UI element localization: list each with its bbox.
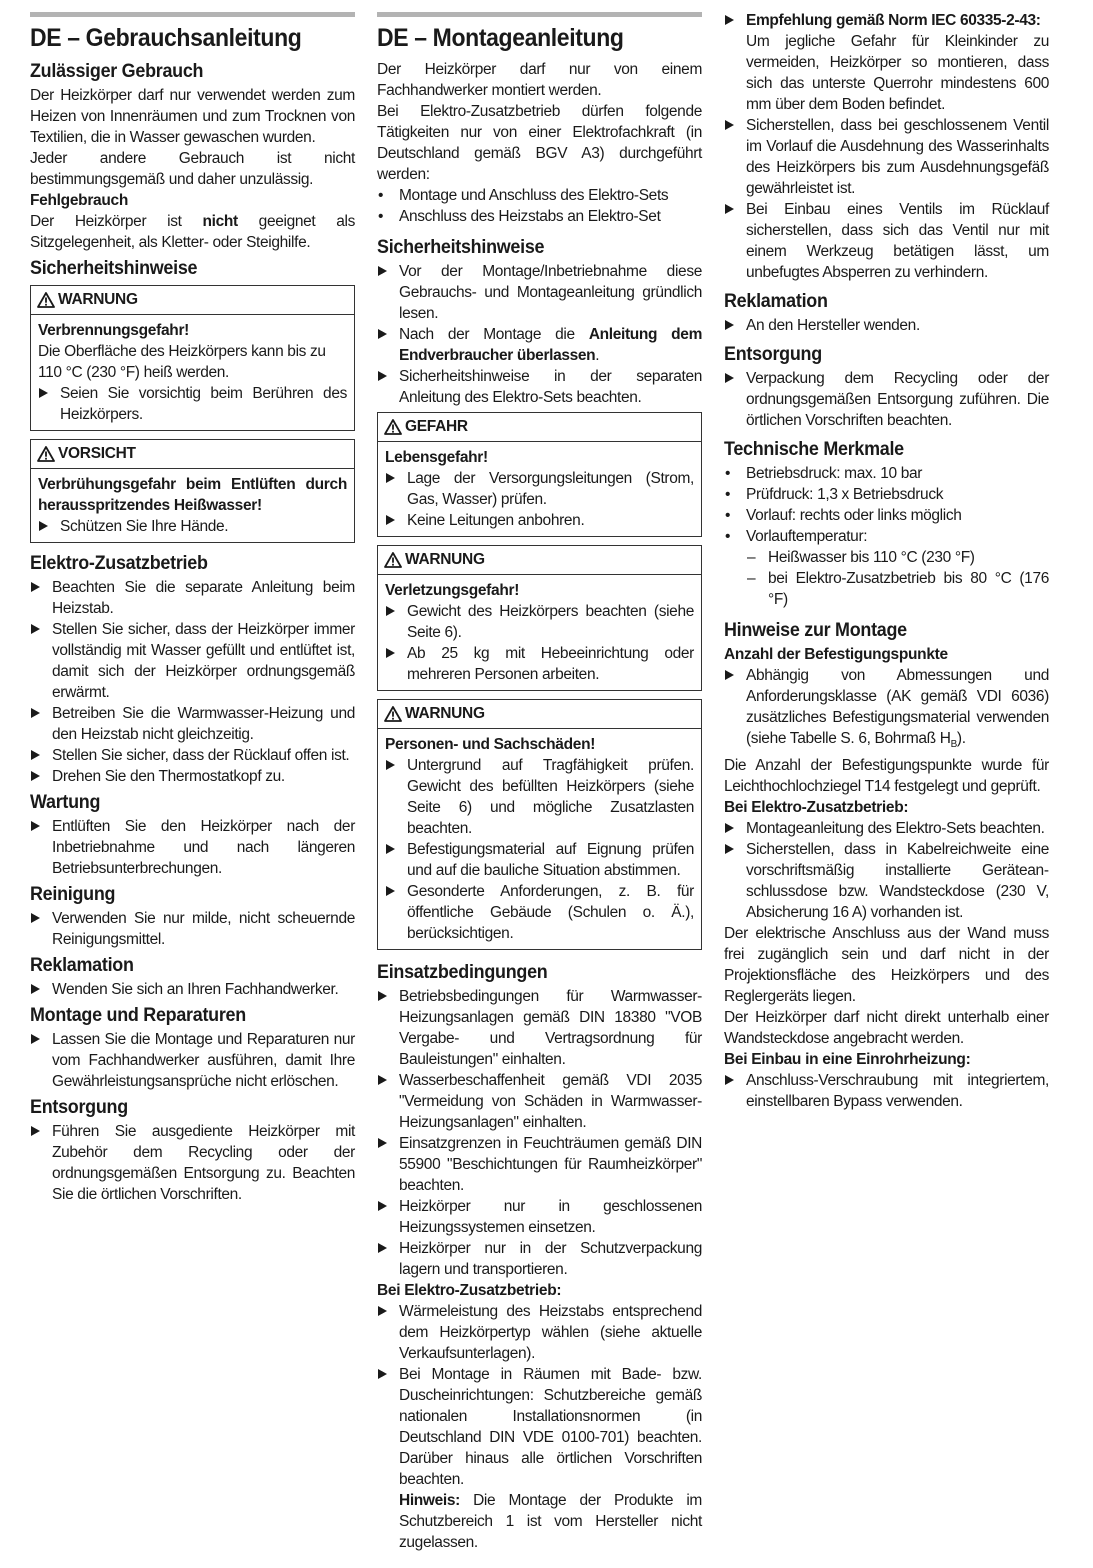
text: Nach der Montage die <box>399 326 589 343</box>
list-item: Gewicht des Heizkörpers beachten (siehe Seite 6). <box>385 601 694 643</box>
hazard-title: Verbrennungsgefahr! <box>38 322 190 339</box>
heading-complaint: Reklamation <box>724 290 828 312</box>
list-item: – Heißwasser bis 110 °C (230 °F) <box>746 547 1049 568</box>
list-item: Stellen Sie sicher, dass der Rücklauf offen ist. <box>30 745 355 766</box>
list-item: Heizkörper nur in der Schutzverpackung lagern und transportieren. <box>377 1238 702 1280</box>
list-item: Befestigungsmaterial auf Eignung prüfen und auf die bauliche Situation abstimmen. <box>385 839 694 881</box>
danger-box-body <box>378 442 701 536</box>
caution-box-header <box>31 440 354 469</box>
list-item: • Montage und Anschluss des Elektro-Sets <box>377 185 702 206</box>
text: Abhängig von Abmessungen und Anforderungsklasse (AK gemäß VDI 6036) zusätzliches Befestigungsmaterial verwenden (siehe Tabelle S. 6, Bohrmaß H <box>746 667 1049 747</box>
warning-triangle-icon <box>384 419 402 435</box>
hazard-title: Verbrühungsgefahr beim Entlüften durch herausspritzendes Heißwasser! <box>38 476 347 514</box>
list-item: Sicherstellen, dass bei geschlossenem Ventil im Vorlauf die Ausdehnung des Wasserinhalts des Heizkörpers bis zum Ausdehnungsgefäß gewährleistet ist. <box>724 115 1049 199</box>
list-item: Verwenden Sie nur milde, nicht scheuernde Reinigungsmittel. <box>30 908 355 950</box>
heading-mounting-notes: Hinweise zur Montage <box>724 619 907 641</box>
column-usage-instructions <box>30 0 355 1205</box>
list-item: Wenden Sie sich an Ihren Fachhandwerker. <box>30 979 355 1000</box>
paragraph: Jeder andere Gebrauch ist nicht bestimmungsgemäß und daher unzulässig. <box>30 150 355 188</box>
heading-complaint: Reklamation <box>30 954 134 976</box>
list-item: • Betriebsdruck: max. 10 bar <box>724 463 1049 484</box>
text-bold: Anleitung dem Endverbraucher überlassen <box>399 326 703 364</box>
heading-disposal: Entsorgung <box>30 1096 128 1118</box>
list-item: Sicherheitshinweise in der separaten Anleitung des Elektro-Sets beachten. <box>377 366 702 408</box>
heading-cleaning: Reinigung <box>30 883 116 905</box>
danger-box <box>377 412 702 537</box>
list-item: • Vorlauftemperatur: <box>724 526 1049 547</box>
warning-label: WARNUNG <box>405 551 485 568</box>
list-item: Führen Sie ausgediente Heizkörper mit Zubehör dem Recycling oder der ordnungsgemäßen Entsorgung zu. Beachten Sie die örtlichen Vorschriften. <box>30 1121 355 1205</box>
heading-safety: Sicherheitshinweise <box>377 236 545 258</box>
list-item: Lassen Sie die Montage und Reparaturen nur vom Fachhandwerker ausführen, damit Ihre Gewährleistungsansprüche nicht erlöschen. <box>30 1029 355 1092</box>
heading-conditions: Einsatzbedingungen <box>377 961 548 983</box>
warning-box-header <box>378 546 701 575</box>
warning-box <box>377 545 702 691</box>
page-title-usage: DE – Gebrauchsanleitung <box>30 24 302 52</box>
list-item: Untergrund auf Tragfähigkeit prüfen. Gewicht des befüllten Heizkörpers (siehe Seite 6) und mögliche Zusatzlasten beachten. <box>385 755 694 839</box>
list-item: • Vorlauf: rechts oder links möglich <box>724 505 1049 526</box>
text: geeignet als Sitzgelegenheit, als Kletter- oder Steighilfe. <box>30 213 355 251</box>
list-item: – bei Elektro-Zusatzbetrieb bis 80 °C (176 °F) <box>746 568 1049 610</box>
list-item: Einsatzgrenzen in Feuchträumen gemäß DIN 55900 "Beschichtungen für Raumheizkörper" beachten. <box>377 1133 702 1196</box>
text: Bei Montage in Räumen mit Bade- bzw. Duscheinrichtungen: Schutzbereiche gemäß nationalen Installationsnormen (in Deutschland DIN VDE 0100-701) beachten. Darüber hinaus alle örtlichen Vorschriften beachten. <box>399 1366 702 1488</box>
warning-box <box>30 285 355 431</box>
list-item: Sicherstellen, dass in Kabelreichweite eine vorschriftsmäßig installierte Geräteanschlussdose bzw. Wandsteckdose (230 V, Absicherung 16 A) vorhanden ist. <box>724 839 1049 923</box>
warning-box-body <box>31 315 354 430</box>
list-item: Entlüften Sie den Heizkörper nach der Inbetriebnahme und nach längeren Betriebsunterbrechungen. <box>30 816 355 879</box>
paragraph: Der Heizkörper darf nicht direkt unterhalb einer Wandsteckdose angebracht werden. <box>724 1009 1049 1048</box>
page-title-installation: DE – Montageanleitung <box>377 24 624 52</box>
list-item <box>377 1364 702 1553</box>
list-item: Montageanleitung des Elektro-Sets beachten. <box>724 818 1049 839</box>
text: . <box>595 347 600 364</box>
text-bold: Empfehlung gemäß Norm IEC 60335-2-43: <box>746 12 1041 29</box>
warning-box-header <box>31 286 354 315</box>
list-item: • Anschluss des Heizstabs an Elektro-Set <box>377 206 702 227</box>
list-item: Betriebsbedingungen für Warmwasser-Heizungsanlagen gemäß DIN 18380 "VOB Vergabe- und Vertragsordnung für Bauleistungen" einhalten. <box>377 986 702 1070</box>
list-item: Wärmeleistung des Heizstabs entsprechend dem Heizkörpertyp wählen (siehe aktuelle Verkaufsunterlagen). <box>377 1301 702 1364</box>
column-top-bar <box>377 12 702 17</box>
list-item: Beachten Sie die separate Anleitung beim Heizstab. <box>30 577 355 619</box>
warning-box-body <box>378 575 701 690</box>
list-item <box>377 324 702 366</box>
caution-label: VORSICHT <box>58 445 136 462</box>
warning-box-header <box>378 700 701 729</box>
text: Die Montage der Produkte im Schutzbereich 1 ist vom Hersteller nicht zugelassen. <box>399 1492 702 1551</box>
paragraph: Die Anzahl der Befestigungspunkte wurde für Leichthochlochziegel T14 festgelegt und geprüft. <box>724 757 1049 796</box>
text-bold: Hinweis: <box>399 1492 460 1509</box>
list-item: Keine Leitungen anbohren. <box>385 510 694 531</box>
heading-repairs: Montage und Reparaturen <box>30 1004 246 1026</box>
subheading-fixing-points: Anzahl der Befestigungspunkte <box>724 646 948 663</box>
electro-list <box>30 577 355 787</box>
warning-triangle-icon <box>37 292 55 308</box>
subheading-electro: Bei Elektro-Zusatzbetrieb: <box>724 799 909 817</box>
list-item: Lage der Versorgungsleitungen (Strom, Gas, Wasser) prüfen. <box>385 468 694 510</box>
list-item: Drehen Sie den Thermostatkopf zu. <box>30 766 355 787</box>
column-installation-instructions <box>377 0 702 1553</box>
list-item: Seien Sie vorsichtig beim Berühren des Heizkörpers. <box>38 383 347 425</box>
list-item: Wasserbeschaffenheit gemäß VDI 2035 "Vermeidung von Schäden in Warmwasser-Heizungsanlagen" einhalten. <box>377 1070 702 1133</box>
subheading-misuse: Fehlgebrauch <box>30 192 129 209</box>
warning-box <box>377 699 702 950</box>
heading-disposal: Entsorgung <box>724 343 822 365</box>
danger-label: GEFAHR <box>405 418 468 435</box>
list-item: Verpackung dem Recycling oder der ordnungsgemäßen Entsorgung zuführen. Die örtlichen Vorschriften beachten. <box>724 368 1049 431</box>
text: Um jegliche Gefahr für Kleinkinder zu vermeiden, Heizkörper so montieren, dass sich das unterste Querrohr mindestens 600 mm über dem Boden befindet. <box>746 33 1049 113</box>
warning-triangle-icon <box>384 552 402 568</box>
hazard-title: Verletzungsgefahr! <box>385 582 520 599</box>
subheading-single-pipe: Bei Einbau in eine Einrohrheizung: <box>724 1051 971 1069</box>
column-installation-continued <box>724 0 1049 1112</box>
hazard-text: Die Oberfläche des Heizkörpers kann bis zu 110 °C (230 °F) heiß werden. <box>38 343 326 381</box>
paragraph-misuse <box>30 211 355 253</box>
hazard-title: Lebensgefahr! <box>385 449 488 466</box>
list-item: Ab 25 kg mit Hebeeinrichtung oder mehreren Personen arbeiten. <box>385 643 694 685</box>
caution-box-body <box>31 469 354 542</box>
warning-box-body <box>378 729 701 949</box>
heading-technical: Technische Merkmale <box>724 438 904 460</box>
list-item: Stellen Sie sicher, dass der Heizkörper immer vollständig mit Wasser gefüllt und entlüftet ist, damit sich der Heizkörper ordnungsgemäß erwärmt. <box>30 619 355 703</box>
column-top-bar <box>30 12 355 17</box>
heading-safety: Sicherheitshinweise <box>30 257 198 279</box>
heading-permitted-use: Zulässiger Gebrauch <box>30 60 204 82</box>
warning-label: WARNUNG <box>58 291 138 308</box>
paragraph: Der elektrische Anschluss aus der Wand muss frei zugänglich sein und darf nicht in der Projektionsfläche des Heizkörpers und des Reglergeräts liegen. <box>724 925 1049 1006</box>
heading-electro: Elektro-Zusatzbetrieb <box>30 552 208 574</box>
warning-triangle-icon <box>384 706 402 722</box>
list-item: Betreiben Sie die Warmwasser-Heizung und den Heizstab nicht gleichzeitig. <box>30 703 355 745</box>
subheading-electro: Bei Elektro-Zusatzbetrieb: <box>377 1282 562 1299</box>
list-item: An den Hersteller wenden. <box>724 315 1049 336</box>
text-bold: nicht <box>202 213 238 230</box>
list-item: • Prüfdruck: 1,3 x Betriebsdruck <box>724 484 1049 505</box>
text-subscript: B <box>950 739 957 751</box>
list-item: Anschluss-Verschraubung mit integriertem, einstellbaren Bypass verwenden. <box>724 1070 1049 1112</box>
paragraph: Bei Elektro-Zusatzbetrieb dürfen folgende Tätigkeiten nur von einer Elektrofachkraft (in Deutschland gemäß BGV A3) durchgeführt werden: <box>377 103 702 183</box>
paragraph: Der Heizkörper darf nur verwendet werden zum Heizen von Innenräumen und zum Trocknen von Textilien, die in Wasser gewaschen wurden. <box>30 87 355 146</box>
heading-maintenance: Wartung <box>30 791 101 813</box>
warning-label: WARNUNG <box>405 705 485 722</box>
list-item <box>724 665 1049 755</box>
hazard-title: Personen- und Sachschäden! <box>385 736 596 753</box>
text: ). <box>956 730 966 747</box>
danger-box-header <box>378 413 701 442</box>
text: Der Heizkörper ist <box>30 213 203 230</box>
warning-triangle-icon <box>37 446 55 462</box>
list-item: Gesonderte Anforderungen, z. B. für öffentliche Gebäude (Schulen o. Ä.), berücksichtigen. <box>385 881 694 944</box>
caution-box <box>30 439 355 543</box>
list-item <box>724 10 1049 115</box>
list-item: Schützen Sie Ihre Hände. <box>38 516 347 537</box>
list-item: Heizkörper nur in geschlossenen Heizungssystemen einsetzen. <box>377 1196 702 1238</box>
paragraph: Der Heizkörper darf nur von einem Fachhandwerker montiert werden. <box>377 61 702 99</box>
list-item: Vor der Montage/Inbetriebnahme diese Gebrauchs- und Montageanleitung gründlich lesen. <box>377 261 702 324</box>
list-item: Bei Einbau eines Ventils im Rücklauf sicherstellen, dass sich das Ventil nur mit einem Werkzeug betätigen lässt, um unbefugtes Absperren zu verhindern. <box>724 199 1049 283</box>
